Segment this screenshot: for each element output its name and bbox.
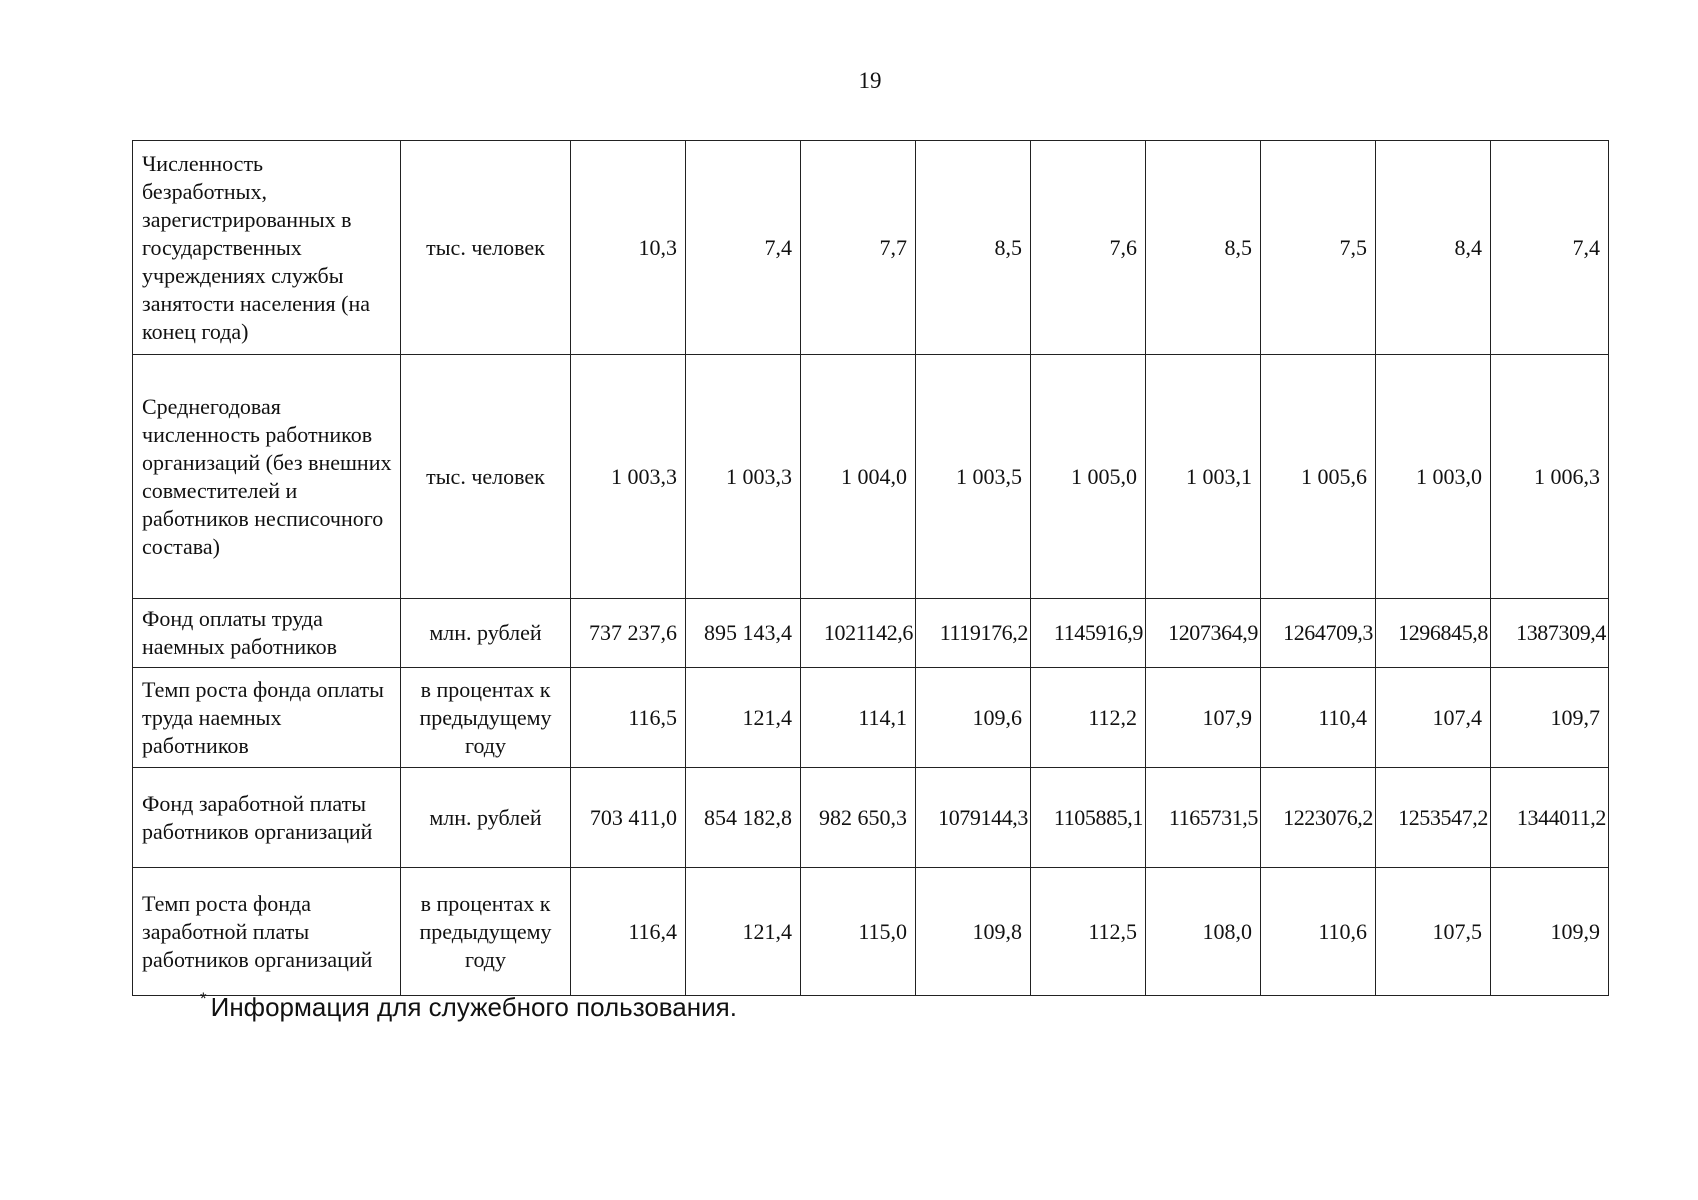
table-row	[133, 355, 1609, 599]
value-cell: 1264709,3	[1261, 599, 1376, 668]
value-cell: 1 003,1	[1146, 355, 1261, 599]
value-cell: 1 005,6	[1261, 355, 1376, 599]
value-cell: 895 143,4	[686, 599, 801, 668]
value-cell: 109,9	[1491, 868, 1609, 996]
unit-cell: в процентах к предыдущему году	[401, 668, 571, 768]
unit-cell: тыс. человек	[401, 355, 571, 599]
value-cell: 1344011,2	[1491, 768, 1609, 868]
value-cell: 1207364,9	[1146, 599, 1261, 668]
value-cell: 8,5	[1146, 141, 1261, 355]
value-cell: 114,1	[801, 668, 916, 768]
value-cell: 854 182,8	[686, 768, 801, 868]
value-cell: 982 650,3	[801, 768, 916, 868]
value-cell: 1 003,3	[686, 355, 801, 599]
footnote-text: Информация для служебного пользования.	[210, 992, 737, 1022]
unit-cell: млн. рублей	[401, 599, 571, 668]
table-row	[133, 141, 1609, 355]
indicator-name: Численность безработных, зарегистрированных в государственных учреждениях службы занятости населения (на конец года)	[133, 141, 401, 355]
table-row	[133, 768, 1609, 868]
footnote-marker: *	[200, 989, 207, 1008]
value-cell: 1223076,2	[1261, 768, 1376, 868]
unit-cell: млн. рублей	[401, 768, 571, 868]
value-cell: 121,4	[686, 668, 801, 768]
value-cell: 1 003,5	[916, 355, 1031, 599]
indicator-name: Темп роста фонда заработной платы работников организаций	[133, 868, 401, 996]
value-cell: 1387309,4	[1491, 599, 1609, 668]
value-cell: 1119176,2	[916, 599, 1031, 668]
value-cell: 7,5	[1261, 141, 1376, 355]
value-cell: 703 411,0	[571, 768, 686, 868]
indicator-name: Фонд заработной платы работников организаций	[133, 768, 401, 868]
value-cell: 10,3	[571, 141, 686, 355]
table-row	[133, 868, 1609, 996]
table-row	[133, 599, 1609, 668]
value-cell: 121,4	[686, 868, 801, 996]
value-cell: 8,4	[1376, 141, 1491, 355]
value-cell: 112,2	[1031, 668, 1146, 768]
value-cell: 110,6	[1261, 868, 1376, 996]
value-cell: 115,0	[801, 868, 916, 996]
indicators-table	[132, 140, 1609, 996]
value-cell: 1 004,0	[801, 355, 916, 599]
value-cell: 1253547,2	[1376, 768, 1491, 868]
value-cell: 7,6	[1031, 141, 1146, 355]
unit-cell: в процентах к предыдущему году	[401, 868, 571, 996]
value-cell: 1296845,8	[1376, 599, 1491, 668]
value-cell: 7,4	[1491, 141, 1609, 355]
value-cell: 8,5	[916, 141, 1031, 355]
indicator-name: Фонд оплаты труда наемных работников	[133, 599, 401, 668]
footnote	[200, 989, 737, 1023]
value-cell: 1 006,3	[1491, 355, 1609, 599]
value-cell: 109,8	[916, 868, 1031, 996]
value-cell: 7,7	[801, 141, 916, 355]
indicator-name: Среднегодовая численность работников организаций (без внешних совместителей и работников несписочного состава)	[133, 355, 401, 599]
value-cell: 737 237,6	[571, 599, 686, 668]
page-number: 19	[858, 68, 882, 93]
value-cell: 109,7	[1491, 668, 1609, 768]
value-cell: 116,5	[571, 668, 686, 768]
table-row	[133, 668, 1609, 768]
value-cell: 7,4	[686, 141, 801, 355]
unit-cell: тыс. человек	[401, 141, 571, 355]
value-cell: 1 003,0	[1376, 355, 1491, 599]
value-cell: 112,5	[1031, 868, 1146, 996]
value-cell: 1145916,9	[1031, 599, 1146, 668]
value-cell: 107,4	[1376, 668, 1491, 768]
indicator-name: Темп роста фонда оплаты труда наемных работников	[133, 668, 401, 768]
value-cell: 109,6	[916, 668, 1031, 768]
value-cell: 1079144,3	[916, 768, 1031, 868]
value-cell: 1165731,5	[1146, 768, 1261, 868]
value-cell: 1105885,1	[1031, 768, 1146, 868]
value-cell: 1021142,6	[801, 599, 916, 668]
value-cell: 116,4	[571, 868, 686, 996]
value-cell: 107,5	[1376, 868, 1491, 996]
value-cell: 107,9	[1146, 668, 1261, 768]
value-cell: 1 005,0	[1031, 355, 1146, 599]
value-cell: 108,0	[1146, 868, 1261, 996]
value-cell: 1 003,3	[571, 355, 686, 599]
value-cell: 110,4	[1261, 668, 1376, 768]
